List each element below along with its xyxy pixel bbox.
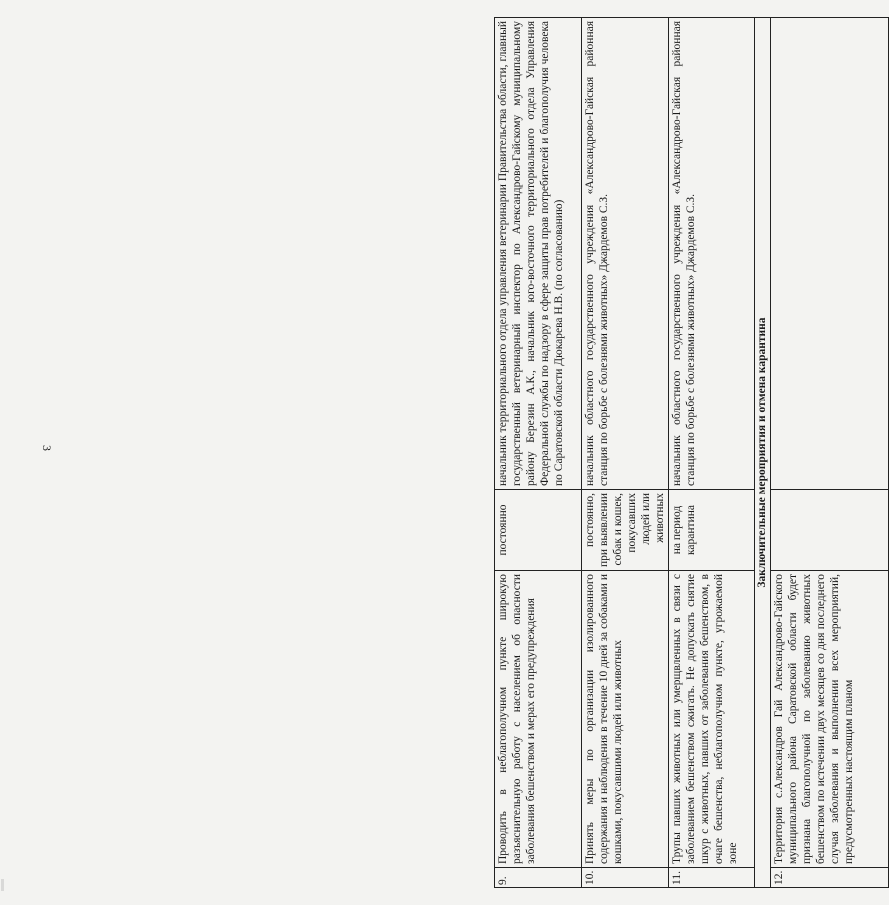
responsible-cell: начальник областного государственного учреждения «Александрово-Гайская районная станция по борьбе с болезнями животных» Джардемов С.З.: [582, 18, 669, 490]
term-cell: постоянно, при выявлении собак и кошек, покусавших людей или животных: [582, 490, 669, 571]
term-cell: [771, 490, 889, 571]
page-number: 3: [40, 445, 54, 451]
measure-cell: Принять меры по организации изолированного содержания и наблюдения в течение 10 дней за собаками и кошками, покусавшими людей или животных: [582, 571, 669, 868]
responsible-cell: начальник территориального отдела управления ветеринарии Правительства области, главный государственный ветеринарный инспектор по Александрово-Гайскому муниципальному району Березин А.К., начальник юго-восточного территориального отдела Управления Федеральной службы по надзору в сфере защиты прав потребителей и благополучия человека по Саратовской области Дюкарева Н.В. (по согласованию): [495, 18, 582, 490]
rotated-table-container: [494, 18, 887, 888]
term-cell: постоянно: [495, 490, 582, 571]
row-number: 12.: [771, 868, 889, 888]
scan-artifact: [1, 879, 4, 891]
measure-cell: Территория с.Александров Гай Александрово-Гайского муниципального района Саратовской области будет признана благополучной по заболеванию животных бешенством по истечении двух месяцев со дня последнего случая заболевания и выполнении всех мероприятий, предусмотренных настоящим планом: [771, 571, 889, 868]
table-row: [771, 18, 889, 888]
responsible-cell: начальник областного государственного учреждения «Александрово-Гайская районная станция по борьбе с болезнями животных» Джардемов С.З.: [669, 18, 755, 490]
row-number: 11.: [669, 868, 755, 888]
row-number: 9.: [495, 868, 582, 888]
scan-artifact: [590, 845, 592, 847]
section-title: Заключительные мероприятия и отмена карантина: [755, 18, 771, 888]
section-header-row: [755, 18, 771, 888]
measure-cell: Трупы павших животных или умерщвленных в связи с заболеванием бешенством сжигать. Не допускать снятие шкур с животных, павших от заболевания бешенством, в очаге бешенства, неблагополучном пункте, угрожаемой зоне: [669, 571, 755, 868]
term-cell: на период карантина: [669, 490, 755, 571]
measure-cell: Проводить в неблагополучном пункте широкую разъяснительную работу с населением об опасности заболевания бешенством и мерах его предупреждения: [495, 571, 582, 868]
table-row: [495, 18, 582, 888]
row-number: 10.: [582, 868, 669, 888]
table-row: [582, 18, 669, 888]
measures-table: [494, 17, 889, 888]
responsible-cell: [771, 18, 889, 490]
table-row: [669, 18, 755, 888]
